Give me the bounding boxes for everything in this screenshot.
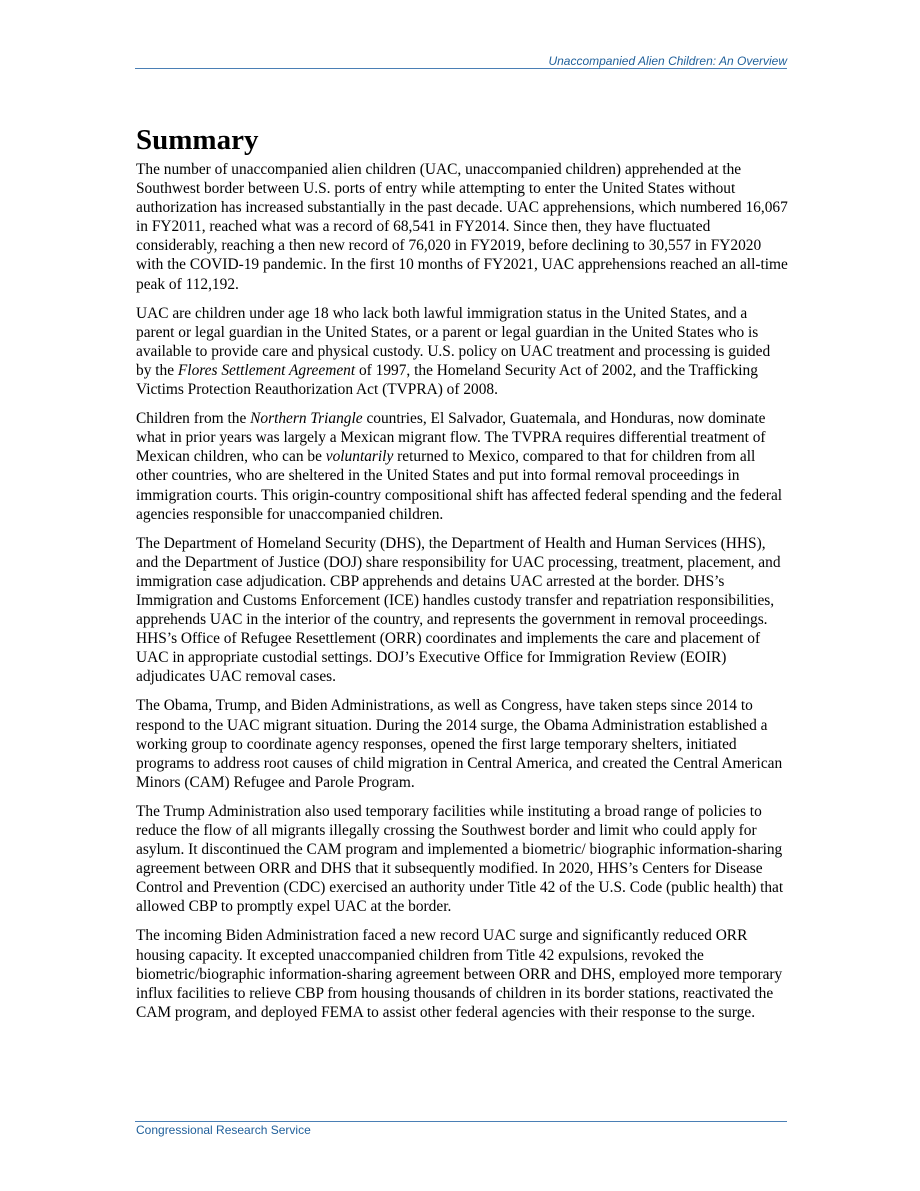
paragraph-uac-definition-part1: UAC are children under age 18 who lack both lawful immigration status in the United States, and a parent or legal guardian in the United States, or a parent or legal guardian in the United States who is available to provide care and physical custody. U.S. policy on UAC treatment and processing is guided by the [136,304,771,379]
paragraph-northern-triangle-part1: Children from the [136,410,251,428]
paragraph-trump-administration: The Trump Administration also used temporary facilities while instituting a broad range of policies to reduce the flow of all migrants illegally crossing the Southwest border and limit who could apply for asylum. It discontinued the CAM program and implemented a biometric/ biographic information-sharing agreement between ORR and DHS that it subsequently modified. In 2020, HHS’s Centers for Disease Control and Prevention (CDC) exercised an authority under Title 42 of the U.S. Code (public health) that allowed CBP to promptly expel UAC at the border. [136,802,784,916]
summary-heading: Summary [136,124,259,156]
paragraph-northern-triangle-part3: returned to Mexico, compared to that for children from all other countries, who are sheltered in the United States and put into formal removal proceedings in immigration courts. This origin-country compositional shift has affected federal spending and the federal agencies responsible for unaccompanied children. [136,448,783,523]
summary-section [136,120,788,1032]
paragraph-administrations: The Obama, Trump, and Biden Administrations, as well as Congress, have taken steps since 2014 to respond to the UAC migrant situation. During the 2014 surge, the Obama Administration established a working group to coordinate agency responses, opened the first large temporary shelters, initiated programs to address root causes of child migration in Central America, and created the Central American Minors (CAM) Refugee and Parole Program. [136,697,783,791]
paragraph-northern-triangle [136,409,788,524]
paragraph-uac-definition [136,304,788,399]
footer-source: Congressional Research Service [136,1123,311,1137]
running-header-title: Unaccompanied Alien Children: An Overview [548,54,787,68]
paragraph-apprehensions: The number of unaccompanied alien children (UAC, unaccompanied children) apprehended at the Southwest border between U.S. ports of entry while attempting to enter the United States without authorization has increased substantially in the past decade. UAC apprehensions, which numbered 16,067 in FY2011, reached what was a record of 68,541 in FY2014. Since then, they have fluctuated considerably, reaching a then new record of 76,020 in FY2019, before declining to 30,557 in FY2020 with the COVID-19 pandemic. In the first 10 months of FY2021, UAC apprehensions reached an all-time peak of 112,192. [136,161,788,293]
northern-triangle-italic: Northern Triangle [250,410,363,428]
paragraph-biden-administration: The incoming Biden Administration faced a new record UAC surge and significantly reduced ORR housing capacity. It excepted unaccompanied children from Title 42 expulsions, revoked the biometric/biographic information-sharing agreement between ORR and DHS, employed more temporary influx facilities to relieve CBP from housing thousands of children in its border stations, reactivated the CAM program, and deployed FEMA to assist other federal agencies with their response to the surge. [136,927,783,1021]
paragraph-uac-definition-part2: of 1997, the Homeland Security Act of 2002, and the Trafficking Victims Protection Reauthorization Act (TVPRA) of 2008. [136,361,758,399]
paragraph-northern-triangle-part2: countries, El Salvador, Guatemala, and Honduras, now dominate what in prior years was largely a Mexican migrant flow. The TVPRA requires differential treatment of Mexican children, who can be [136,410,766,466]
paragraph-agencies: The Department of Homeland Security (DHS), the Department of Health and Human Services (HHS), and the Department of Justice (DOJ) share responsibility for UAC processing, treatment, placement, and immigration case adjudication. CBP apprehends and detains UAC arrested at the border. DHS’s Immigration and Customs Enforcement (ICE) handles custody transfer and repatriation responsibilities, apprehends UAC in the interior of the country, and represents the government in removal proceedings. HHS’s Office of Refugee Resettlement (ORR) coordinates and implements the care and placement of UAC in appropriate custodial settings. DOJ’s Executive Office for Immigration Review (EOIR) adjudicates UAC removal cases. [136,534,781,686]
voluntarily-italic: voluntarily [325,448,394,466]
flores-settlement-italic: Flores Settlement Agreement [177,361,356,379]
footer-rule [135,1121,787,1122]
header-rule [135,68,787,69]
